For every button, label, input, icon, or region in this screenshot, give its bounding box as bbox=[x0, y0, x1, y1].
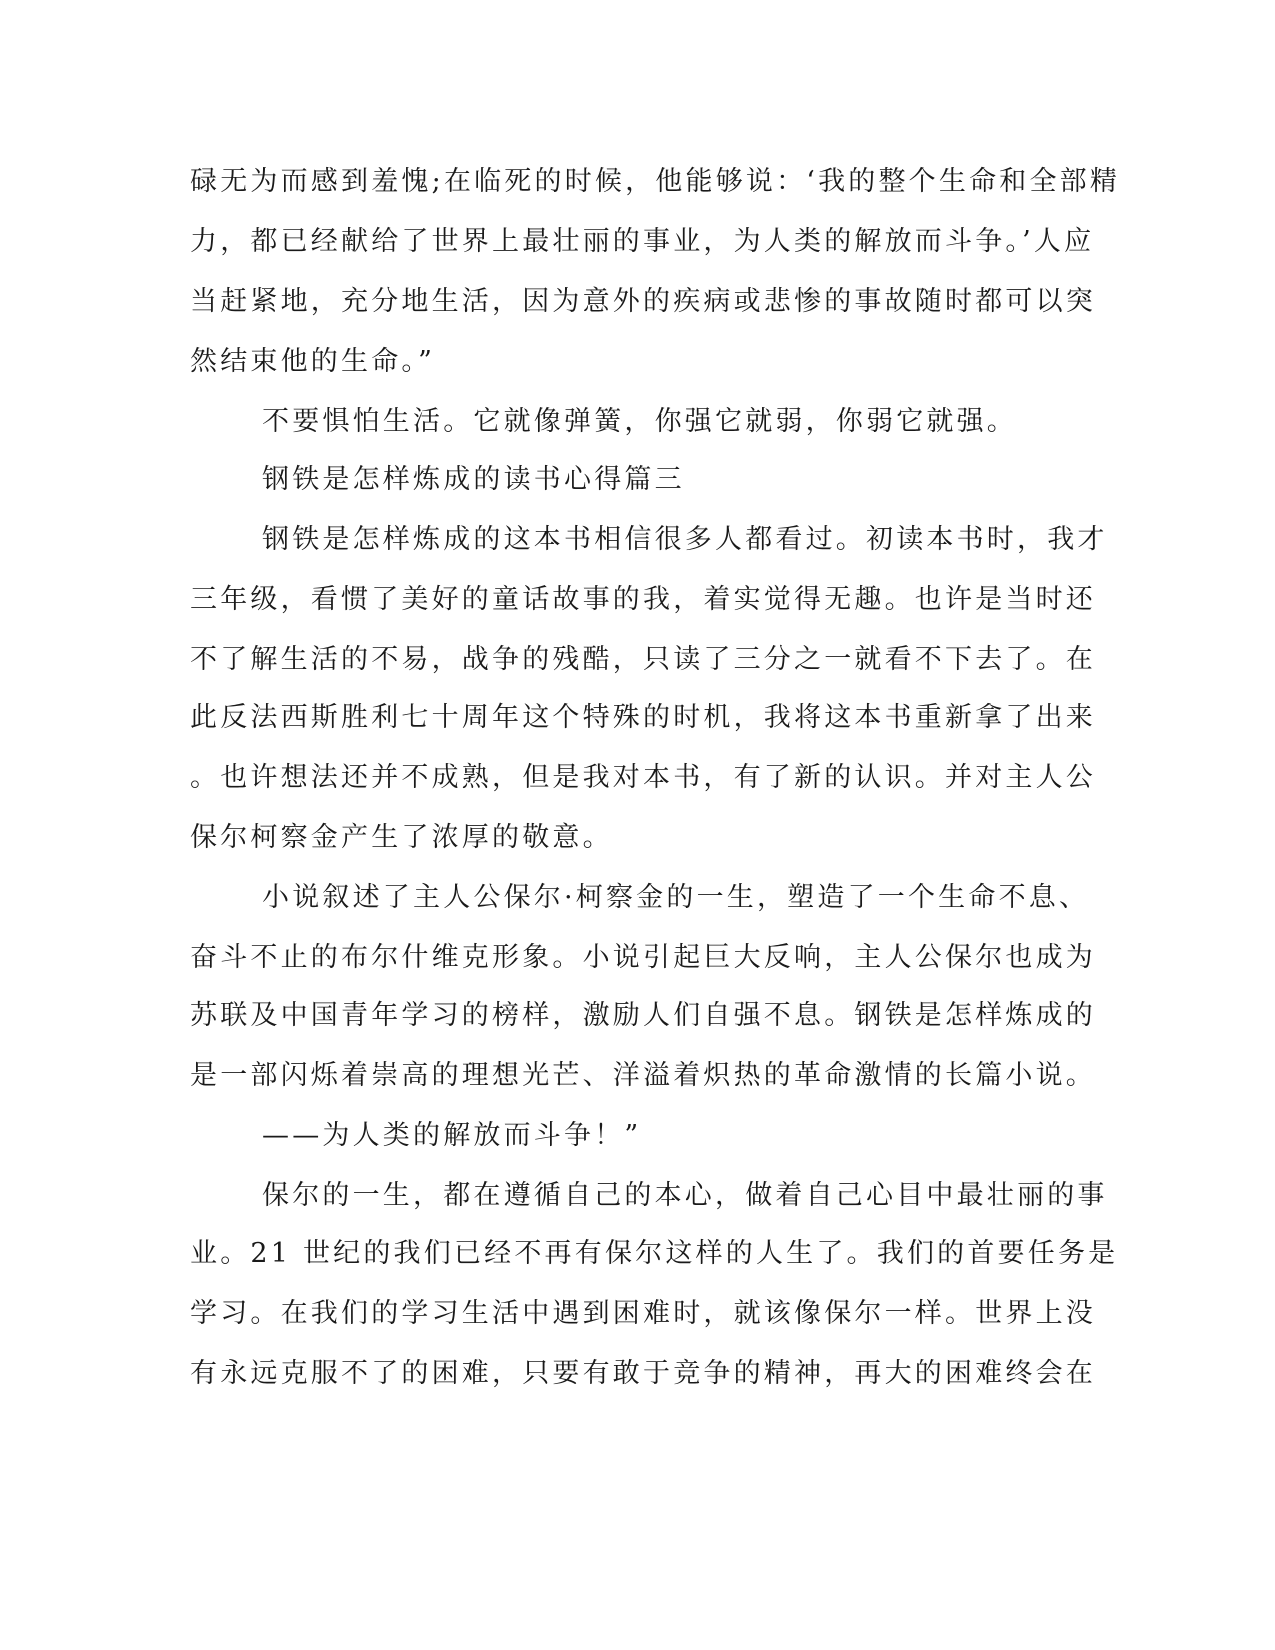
text-line: 业。21 世纪的我们已经不再有保尔这样的人生了。我们的首要任务是 bbox=[190, 1238, 1119, 1269]
text-line: 不要惧怕生活。它就像弹簧，你强它就弱，你弱它就强。 bbox=[262, 406, 1017, 437]
text-line: 然结束他的生命。” bbox=[190, 346, 436, 377]
text-line: 保尔柯察金产生了浓厚的敬意。 bbox=[190, 822, 613, 853]
text-line: 保尔的一生，都在遵循自己的本心，做着自己心目中最壮丽的事 bbox=[262, 1180, 1108, 1211]
text-line: 三年级，看惯了美好的童话故事的我，着实觉得无趣。也许是当时还 bbox=[190, 584, 1096, 615]
section-heading: 钢铁是怎样炼成的读书心得篇三 bbox=[262, 464, 685, 495]
text-line: 力，都已经献给了世界上最壮丽的事业，为人类的解放而斗争。’人应 bbox=[190, 226, 1095, 257]
text-line: 有永远克服不了的困难，只要有敢于竞争的精神，再大的困难终会在 bbox=[190, 1358, 1096, 1389]
text-line: 是一部闪烁着崇高的理想光芒、洋溢着炽热的革命激情的长篇小说。 bbox=[190, 1060, 1096, 1091]
text-line: 不了解生活的不易，战争的残酷，只读了三分之一就看不下去了。在 bbox=[190, 644, 1096, 675]
text-line: ——为人类的解放而斗争！” bbox=[262, 1120, 642, 1151]
text-line: 当赶紧地，充分地生活，因为意外的疾病或悲惨的事故随时都可以突 bbox=[190, 286, 1096, 317]
text-line: 奋斗不止的布尔什维克形象。小说引起巨大反响，主人公保尔也成为 bbox=[190, 942, 1096, 973]
text-line: 。也许想法还并不成熟，但是我对本书，有了新的认识。并对主人公 bbox=[190, 762, 1096, 793]
text-line: 此反法西斯胜利七十周年这个特殊的时机，我将这本书重新拿了出来 bbox=[190, 702, 1096, 733]
text-line: 钢铁是怎样炼成的这本书相信很多人都看过。初读本书时，我才 bbox=[262, 524, 1108, 555]
text-line: 学习。在我们的学习生活中遇到困难时，就该像保尔一样。世界上没 bbox=[190, 1298, 1096, 1329]
text-line: 小说叙述了主人公保尔·柯察金的一生，塑造了一个生命不息、 bbox=[262, 882, 1090, 913]
text-line: 苏联及中国青年学习的榜样，激励人们自强不息。钢铁是怎样炼成的 bbox=[190, 1000, 1096, 1031]
text-line: 碌无为而感到羞愧;在临死的时候，他能够说：‘我的整个生命和全部精 bbox=[190, 166, 1121, 197]
